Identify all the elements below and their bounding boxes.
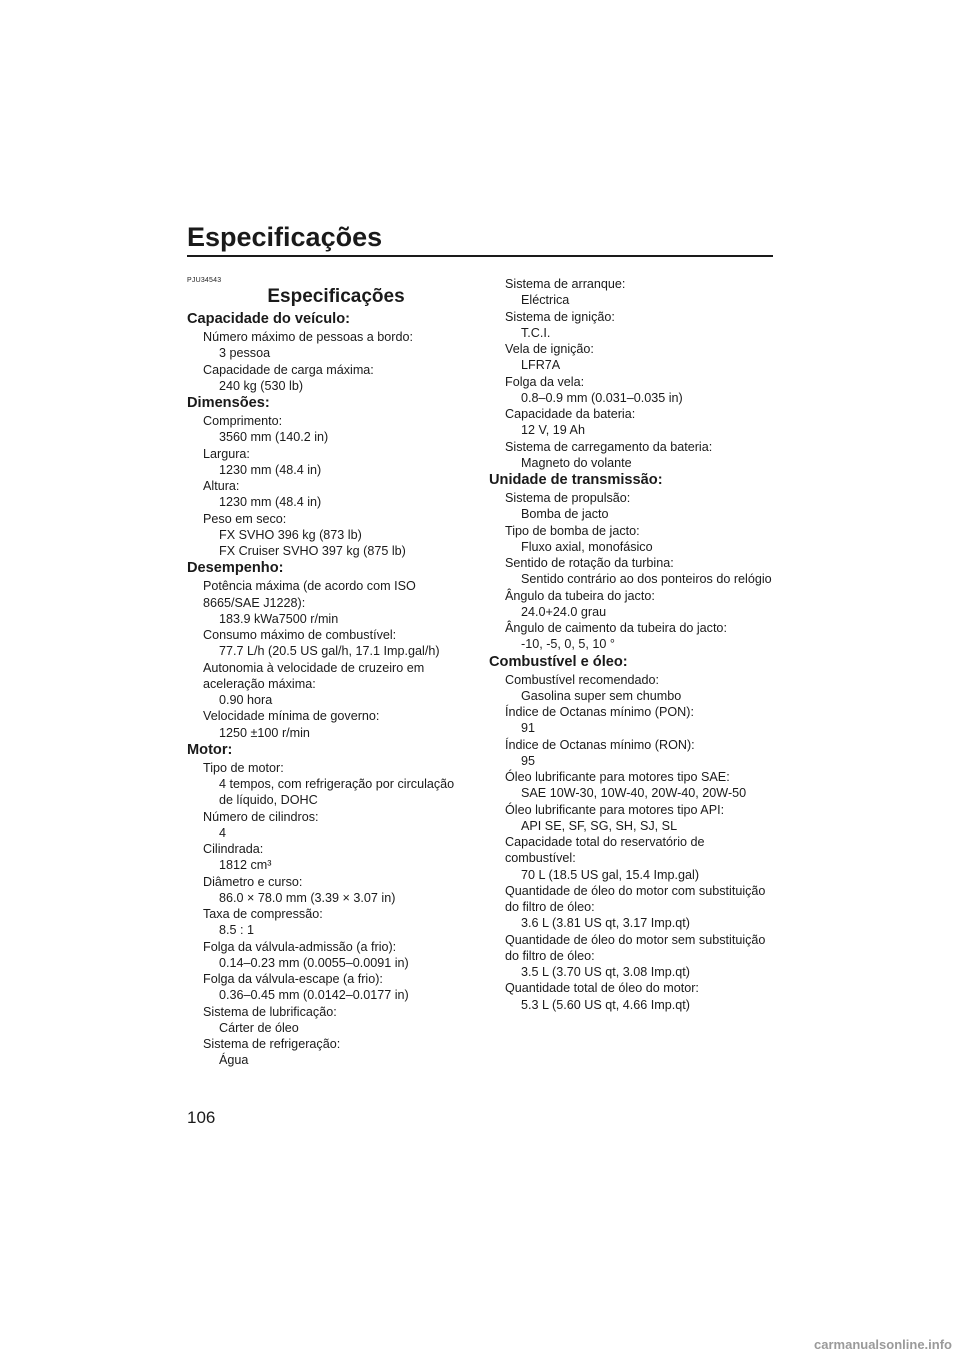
spec-label: Folga da válvula-escape (a frio): [203,972,383,986]
spec-label: Tipo de motor: [203,760,284,775]
spec-label: Óleo lubrificante para motores tipo API: [505,802,725,817]
spec-label: Número de cilindros: [203,809,319,824]
page-number: 106 [187,1108,216,1127]
section-heading: Desempenho: [187,560,284,577]
spec-value: 0.36–0.45 mm (0.0142–0.0177 in) [219,988,409,1003]
spec-label: Ângulo de caimento da tubeira do jacto: [505,621,727,635]
spec-label: Sistema de refrigeração: [203,1037,341,1051]
spec-label: Altura: [203,479,240,493]
spec-value: Gasolina super sem chumbo [521,688,682,703]
watermark: carmanualsonline.info [814,1337,952,1352]
spec-label: Capacidade total do reservatório de [505,835,705,849]
spec-value: 1250 ±100 r/min [219,725,310,740]
spec-value: 3 pessoa [219,346,271,361]
spec-value: 8.5 : 1 [219,923,255,938]
spec-label: Cilindrada: [203,842,264,856]
spec-value: 0.14–0.23 mm (0.0055–0.0091 in) [219,955,409,970]
spec-value: 95 [521,753,536,768]
spec-label: Sistema de propulsão: [505,491,631,505]
spec-label: Folga da válvula-admissão (a frio): [203,939,397,954]
spec-label: Índice de Octanas mínimo (RON): [505,737,695,752]
doc-code: PJU34543 [187,277,222,284]
right-spec-list [489,276,779,1013]
spec-value: FX SVHO 396 kg (873 lb) [219,527,362,542]
spec-label: Quantidade total de óleo do motor: [505,981,699,996]
spec-label: Quantidade de óleo do motor com substituição [505,883,766,898]
spec-value: FX Cruiser SVHO 397 kg (875 lb) [219,544,406,558]
spec-value: 240 kg (530 lb) [219,378,304,393]
spec-value: Eléctrica [521,293,570,308]
section-heading: Dimensões: [187,395,270,411]
page-header-title: Especificações [187,222,773,257]
section-heading: Capacidade do veículo: [187,311,351,327]
spec-value: 77.7 L/h (20.5 US gal/h, 17.1 Imp.gal/h) [219,644,440,659]
spec-label: Consumo máximo de combustível: [203,628,397,642]
section-heading: Motor: [187,741,233,758]
spec-label: Diâmetro e curso: [203,874,303,889]
spec-value: Magneto do volante [521,455,632,470]
spec-label: Taxa de compressão: [203,907,323,921]
section-heading: Combustível e óleo: [489,653,628,670]
spec-label: Sistema de ignição: [505,309,615,324]
spec-label: Capacidade de carga máxima: [203,362,374,377]
spec-label: 8665/SAE J1228): [203,595,306,610]
spec-value: SAE 10W-30, 10W-40, 20W-40, 20W-50 [521,786,747,801]
spec-label: Comprimento: [203,414,283,428]
spec-label: Autonomia à velocidade de cruzeiro em [203,660,425,675]
spec-label: Sentido de rotação da turbina: [505,556,674,570]
spec-value: 86.0 × 78.0 mm (3.39 × 3.07 in) [219,890,396,905]
spec-label: Sistema de arranque: [505,277,626,291]
left-column [187,276,473,1069]
main-title: Especificações [267,286,405,307]
spec-value: Cárter de óleo [219,1020,299,1035]
spec-label: Quantidade de óleo do motor sem substituição [505,932,766,947]
spec-label: Folga da vela: [505,374,585,389]
spec-value: 1230 mm (48.4 in) [219,462,322,477]
spec-label: Potência máxima (de acordo com ISO [203,579,416,594]
spec-label: do filtro de óleo: [505,900,595,914]
spec-label: Sistema de lubrificação: [203,1004,337,1019]
section-heading: Unidade de transmissão: [489,472,663,488]
spec-value: Água [219,1053,249,1068]
spec-value: 3560 mm (140.2 in) [219,430,329,445]
spec-label: aceleração máxima: [203,676,316,691]
spec-label: Vela de ignição: [505,342,594,356]
spec-value: 1230 mm (48.4 in) [219,495,322,510]
left-spec-list [187,310,473,1069]
spec-label: Tipo de bomba de jacto: [505,523,640,538]
spec-value: de líquido, DOHC [219,793,318,808]
spec-value: T.C.I. [521,325,551,340]
spec-value: 5.3 L (5.60 US qt, 4.66 Imp.qt) [521,997,690,1012]
spec-value: 183.9 kWa7500 r/min [219,611,339,626]
spec-label: do filtro de óleo: [505,948,595,963]
spec-label: Ângulo da tubeira do jacto: [505,588,655,603]
spec-label: Capacidade da bateria: [505,407,636,421]
right-column [489,276,779,1013]
spec-value: 3.6 L (3.81 US qt, 3.17 Imp.qt) [521,916,690,931]
spec-value: 0.8–0.9 mm (0.031–0.035 in) [521,390,683,405]
spec-label: Velocidade mínima de governo: [203,709,380,724]
spec-label: Índice de Octanas mínimo (PON): [505,705,694,719]
spec-value: 4 [219,825,227,840]
spec-value: Bomba de jacto [521,507,609,522]
spec-value: Sentido contrário ao dos ponteiros do relógio [521,572,772,587]
spec-value: 12 V, 19 Ah [521,423,585,438]
spec-value: API SE, SF, SG, SH, SJ, SL [521,818,678,833]
spec-label: Sistema de carregamento da bateria: [505,439,713,454]
spec-label: Combustível recomendado: [505,672,660,687]
spec-value: 0.90 hora [219,693,273,707]
spec-label: Peso em seco: [203,511,287,526]
spec-value: 91 [521,721,536,736]
spec-value: 24.0+24.0 grau [521,604,607,619]
spec-value: -10, -5, 0, 5, 10 ° [521,637,615,652]
spec-value: 4 tempos, com refrigeração por circulação [219,777,455,791]
spec-value: 1812 cm³ [219,858,272,873]
spec-label: Largura: [203,446,250,461]
spec-value: LFR7A [521,358,561,373]
spec-label: combustível: [505,851,576,866]
spec-label: Número máximo de pessoas a bordo: [203,330,413,344]
spec-value: 3.5 L (3.70 US qt, 3.08 Imp.qt) [521,965,690,979]
spec-label: Óleo lubrificante para motores tipo SAE: [505,770,730,784]
spec-value: Fluxo axial, monofásico [521,539,653,554]
spec-value: 70 L (18.5 US gal, 15.4 Imp.gal) [521,867,700,882]
